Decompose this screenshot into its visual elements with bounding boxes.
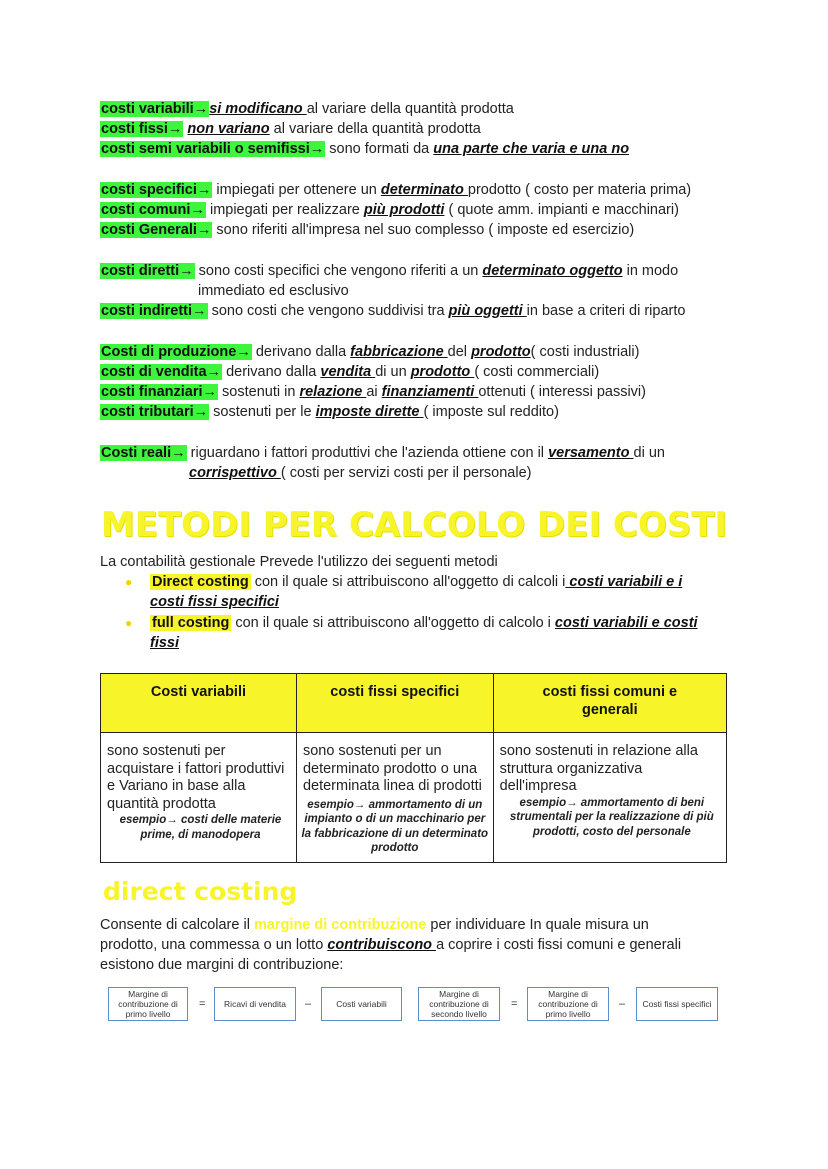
flow-operator: = bbox=[511, 998, 518, 1010]
flow-box: Costi fissi specifici bbox=[636, 987, 718, 1021]
def-costi-diretti: costi diretti→ sono costi specifici che vengono riferiti a un determinato oggetto in modo bbox=[101, 263, 679, 279]
section-title-metodi: METODI PER CALCOLO DEI COSTI bbox=[100, 505, 728, 545]
table-header: Costi variabili bbox=[101, 674, 297, 733]
bullet-dot-icon: ● bbox=[125, 616, 133, 630]
section-title-direct-costing: direct costing bbox=[103, 877, 298, 906]
flow-box: Margine di contribuzione di primo livello bbox=[108, 987, 188, 1021]
flow-box: Margine di contribuzione di primo livello bbox=[527, 987, 609, 1021]
method-full-costing: full costing con il quale si attribuiscono all'oggetto di calcolo i costi variabili e costi bbox=[152, 615, 698, 631]
def-costi-fissi: costi fissi→ non variano al variare della quantità prodotta bbox=[101, 121, 481, 137]
flow-box: Ricavi di vendita bbox=[214, 987, 296, 1021]
def-costi-indiretti: costi indiretti→ sono costi che vengono suddivisi tra più oggetti in base a criteri di riparto bbox=[101, 303, 686, 319]
table-header: costi fissi specifici bbox=[296, 674, 493, 733]
def-costi-specifici: costi specifici→ impiegati per ottenere un determinato prodotto ( costo per materia prima) bbox=[101, 182, 692, 198]
flow-box: Margine di contribuzione di secondo livello bbox=[418, 987, 500, 1021]
def-costi-reali: Costi reali→ riguardano i fattori produttivi che l'azienda ottiene con il versamento di un bbox=[101, 445, 665, 461]
costs-table bbox=[100, 673, 727, 863]
def-costi-produzione: Costi di produzione→ derivano dalla fabbricazione del prodotto( costi industriali) bbox=[101, 344, 640, 360]
flow-box: Costi variabili bbox=[321, 987, 402, 1021]
def-costi-vendita: costi di vendita→ derivano dalla vendita di un prodotto ( costi commerciali) bbox=[101, 364, 600, 380]
method-direct-costing-cont: costi fissi specifici bbox=[150, 594, 279, 610]
flow-operator: = bbox=[199, 998, 206, 1010]
table-header-row bbox=[101, 674, 727, 733]
method-full-costing-cont: fissi bbox=[150, 635, 180, 651]
table-cell: sono sostenuti per un determinato prodotto o una determinata linea di prodotti esempio→ ammortamento di un impianto o di un macchinario per la fabbricazione di un determinato prodotto bbox=[296, 733, 493, 863]
def-costi-finanziari: costi finanziari→ sostenuti in relazione ai finanziamenti ottenuti ( interessi passivi) bbox=[101, 384, 646, 400]
methods-intro: La contabilità gestionale Prevede l'utilizzo dei seguenti metodi bbox=[100, 554, 498, 570]
def-costi-reali-cont: corrispettivo ( costi per servizi costi per il personale) bbox=[189, 465, 532, 481]
def-costi-comuni: costi comuni→ impiegati per realizzare più prodotti ( quote amm. impianti e macchinari) bbox=[101, 202, 679, 218]
table-cell: sono sostenuti in relazione alla struttura organizzativa dell'impresa esempio→ ammortamento di beni strumentali per la realizzazione di più prodotti, costo del personale bbox=[493, 733, 726, 863]
table-header: costi fissi comuni e generali bbox=[493, 674, 726, 733]
table-row bbox=[101, 733, 727, 863]
def-costi-diretti-cont: immediato ed esclusivo bbox=[198, 283, 349, 299]
table-cell: sono sostenuti per acquistare i fattori produttivi e Variano in base alla quantità prodotta esempio→ costi delle materie prime, di manodopera bbox=[101, 733, 297, 863]
def-costi-generali: costi Generali→ sono riferiti all'impresa nel suo complesso ( imposte ed esercizio) bbox=[101, 222, 635, 238]
direct-costing-p2: prodotto, una commessa o un lotto contribuiscono a coprire i costi fissi comuni e generali bbox=[100, 937, 682, 953]
def-costi-semivariabili: costi semi variabili o semifissi→ sono formati da una parte che varia e una no bbox=[101, 141, 630, 157]
bullet-dot-icon: ● bbox=[125, 575, 133, 589]
def-costi-tributari: costi tributari→ sostenuti per le imposte dirette ( imposte sul reddito) bbox=[101, 404, 559, 420]
flow-operator: – bbox=[305, 998, 312, 1010]
flow-operator: – bbox=[619, 998, 626, 1010]
direct-costing-p1: Consente di calcolare il margine di contribuzione per individuare In quale misura un bbox=[100, 917, 649, 933]
direct-costing-p3: esistono due margini di contribuzione: bbox=[100, 957, 344, 973]
method-direct-costing: Direct costing con il quale si attribuiscono all'oggetto di calcoli i costi variabili e i bbox=[152, 574, 683, 590]
def-costi-variabili: costi variabili→si modificano al variare della quantità prodotta bbox=[101, 101, 514, 117]
